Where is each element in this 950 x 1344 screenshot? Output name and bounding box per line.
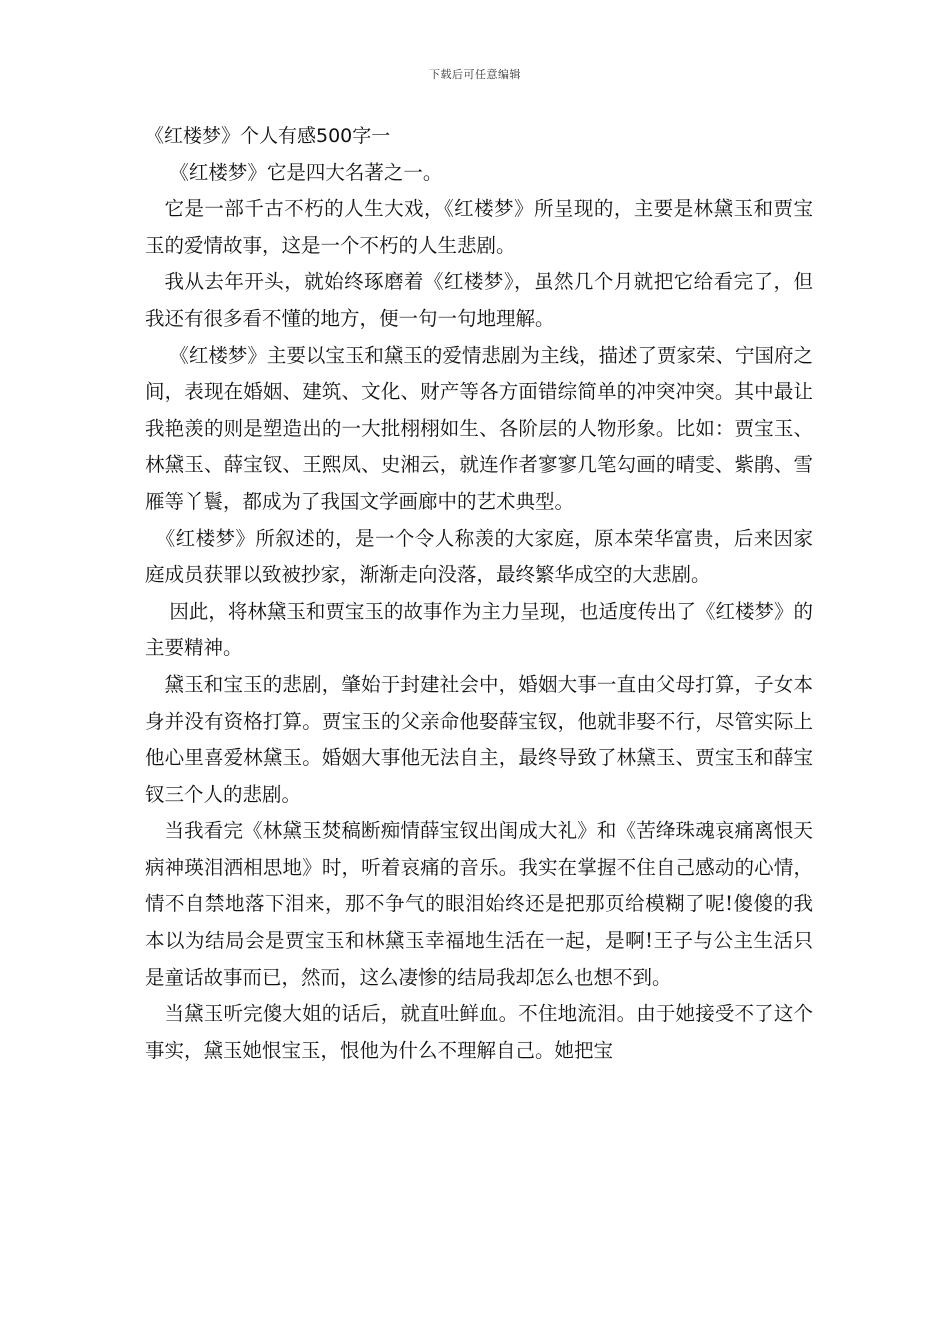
- paragraph-9: 当黛玉听完傻大姐的话后，就直吐鲜血。不住地流泪。由于她接受不了这个事实，黛玉她恨宝玉，恨他为什么不理解自己。她把宝: [145, 1002, 813, 1062]
- paragraph-1: 《红楼梦》它是四大名著之一。: [169, 160, 443, 184]
- document-title: 《红楼梦》个人有感500字一: [145, 125, 391, 147]
- paragraph-4: 《红楼梦》主要以宝玉和黛玉的爱情悲剧为主线，描述了贾家荣、宁国府之间，表现在婚姻、建筑、文化、财产等各方面错综简单的冲突冲突。其中最让我艳羡的则是塑造出的一大批栩栩如生、各阶层的人物形象。比如：贾宝玉、林黛玉、薛宝钗、王熙凤、史湘云，就连作者寥寥几笔勾画的晴雯、紫鹃、雪雁等丫鬟，都成为了我国文学画廊中的艺术典型。: [145, 343, 813, 513]
- paragraph-6: 因此，将林黛玉和贾宝玉的故事作为主力呈现，也适度传出了《红楼梦》的主要精神。: [145, 599, 813, 660]
- paragraph-7: 黛玉和宝玉的悲剧，肇始于封建社会中，婚姻大事一直由父母打算，子女本身并没有资格打算。贾宝玉的父亲命他娶薛宝钗，他就非娶不行，尽管实际上他心里喜爱林黛玉。婚姻大事他无法自主，最终导致了林黛玉、贾宝玉和薛宝钗三个人的悲剧。: [145, 672, 813, 806]
- page-header-note: 下载后可任意编辑: [429, 68, 521, 81]
- paragraph-2: 它是一部千古不朽的人生大戏，《红楼梦》所呈现的，主要是林黛玉和贾宝玉的爱情故事，这是一个不朽的人生悲剧。: [145, 197, 813, 257]
- paragraph-8: 当我看完《林黛玉焚稿断痴情薛宝钗出闺成大礼》和《苦绛珠魂哀痛离恨天病神瑛泪洒相思地》时，听着哀痛的音乐。我实在掌握不住自己感动的心情，情不自禁地落下泪来，那不争气的眼泪始终还是把那页给模糊了呢!傻傻的我本以为结局会是贾宝玉和林黛玉幸福地生活在一起，是啊!王子与公主生活只是童话故事而已，然而，这么凄惨的结局我却怎么也想不到。: [145, 819, 813, 989]
- paragraph-3: 我从去年开头，就始终琢磨着《红楼梦》，虽然几个月就把它给看完了，但我还有很多看不懂的地方，便一句一句地理解。: [145, 270, 813, 330]
- paragraph-5: 《红楼梦》所叙述的，是一个令人称羡的大家庭，原本荣华富贵，后来因家庭成员获罪以致被抄家，渐渐走向没落，最终繁华成空的大悲剧。: [145, 526, 813, 587]
- document-body: [145, 118, 813, 1069]
